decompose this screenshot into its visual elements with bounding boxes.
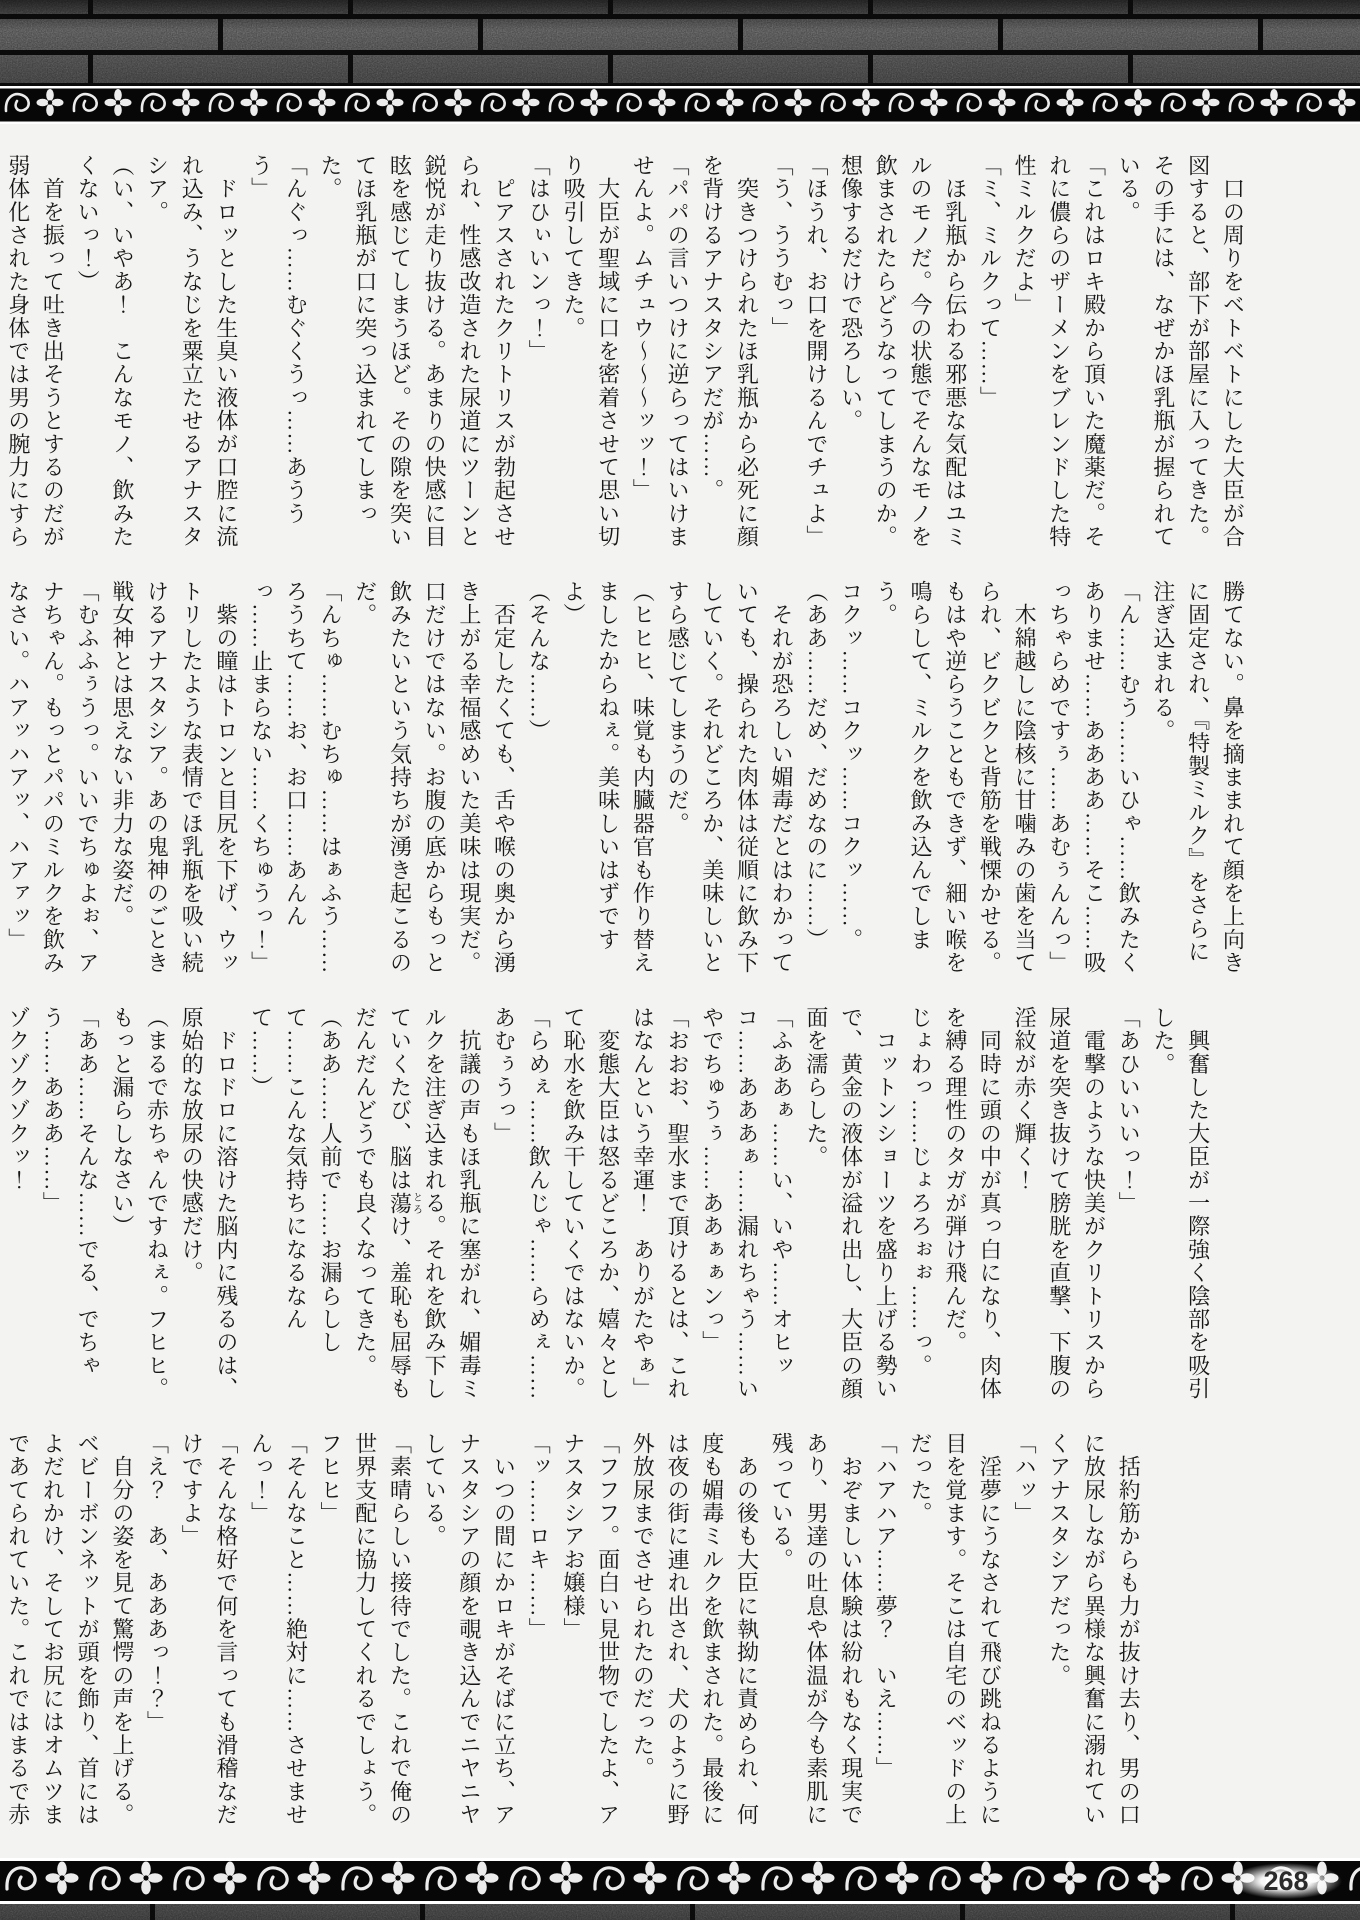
paragraph: 「はひぃいンっ！」 (526, 154, 552, 363)
paragraph: コクッ……コクッ……コクッ……。 (838, 580, 864, 952)
paragraph: ドロッとした生臭い液体が口腔に流れ込み、うなじを粟立たせるアナスタシア。 (144, 154, 239, 549)
brick-texture-top-image (0, 0, 1360, 86)
paragraph: 「え？ あ、あああっ！？」 (144, 1432, 170, 1734)
paragraph: 「そんなこと……絶対に……させませんっ！」 (248, 1432, 309, 1827)
paragraph: 自分の姿を見て驚愕の声を上げる。ベビーボンネットが頭を飾り、首にはよだれかけ、そしてお尻にはオムツまであてられていた。これではまるで赤 (5, 1432, 135, 1827)
paragraph: 「らめぇ……飲んじゃ……らめぇ……あむぅうっ」 (491, 1006, 552, 1401)
paragraph: 口の周りをベトベトにした大臣が合図すると、部下が部屋に入ってきた。その手には、なぜかほ乳瓶が握られている。 (1116, 154, 1246, 549)
text-band-1 (0, 154, 1249, 554)
paragraph: （そんな……） (526, 580, 552, 743)
text-band-3 (0, 1006, 1215, 1406)
paragraph: 電撃のような快美がクリトリスから尿道を突き抜けて膀胱を直撃、下腹の淫紋が赤く輝く！ (1012, 1006, 1107, 1401)
paragraph: （ヒヒヒ、味覚も内臓器官も作り替えましたからねぇ。美味しいはずですよ） (560, 580, 656, 975)
paragraph: （い、いやあ！ こんなモノ、飲みたくないっ！） (75, 154, 135, 549)
paragraph: （ああ……人前で……お漏らしして……こんな気持ちになるなんて……） (248, 1006, 344, 1354)
paragraph: 「これはロキ殿から頂いた魔薬だ。それに儂らのザーメンをブレンドした特性ミルクだよ」 (1012, 154, 1107, 549)
paragraph: 首を振って吐き出そうとするのだが弱体化された身体では男の腕力にすら (5, 154, 66, 549)
paragraph: コットンショーツを盛り上げる勢いで、黄金の液体が溢れ出し、大臣の顔面を濡らした。 (803, 1006, 899, 1401)
paragraph: 抗議の声もほ乳瓶に塞がれ、媚毒ミルクを注ぎ込まれる。それを飲み下していくたび、脳は蕩とろけ、羞恥も屈辱もだんだんどうでも良くなってきた。 (352, 1006, 482, 1401)
ornament-border-top (0, 86, 1360, 124)
paragraph: 「そんな格好で何を言っても滑稽なだけですよ」 (179, 1432, 239, 1827)
brick-border-top (0, 0, 1360, 124)
paragraph: ドロドロに溶けた脳内に残るのは、原始的な放尿の快感だけ。 (179, 1006, 239, 1401)
paragraph: 「ふああぁ……い、いや……オヒッコ……あああぁ……漏れちゃう……いやでちゅうぅ……ああぁぁンっ」 (699, 1006, 795, 1401)
paragraph: 「フフフ。面白い見世物でしたよ、アナスタシアお嬢様」 (560, 1432, 621, 1827)
paragraph: 「むふふぅうっ。いいでちゅよぉ、アナちゃん。もっとパパのミルクを飲みなさい。ハアッハアッ、ハアァッ」 (5, 580, 101, 975)
text-band-4 (0, 1432, 1145, 1832)
paragraph: 「ほうれ、お口を開けるんでチュよ」 (803, 154, 829, 549)
paragraph: 「んちゅ……むちゅ……はぁふう……ろうちて……お、お口……あんんっ……止まらない……くちゅうっ！」 (248, 580, 344, 975)
paragraph: 木綿越しに陰核に甘噛みの歯を当てられ、ビクビクと背筋を戦慄かせる。もはや逆らうこともできず、細い喉を鳴らして、ミルクを飲み込んでしまう。 (873, 580, 1038, 975)
paragraph: 興奮した大臣が一際強く陰部を吸引した。 (1150, 1006, 1211, 1401)
paragraph: 「パパの言いつけに逆らってはいけませんよ。ムチュウ〜〜〜ッッ！」 (630, 154, 691, 549)
paragraph: （まるで赤ちゃんですねぇ。フヒヒ。もっと漏らしなさい） (109, 1006, 170, 1401)
ornament-border-bottom (0, 1858, 1360, 1904)
paragraph: 「ハッ」 (1012, 1432, 1038, 1525)
paragraph: それが恐ろしい媚毒だとはわかっていても、操られた肉体は従順に飲み下していく。それどころか、美味しいとすら感じてしまうのだ。 (665, 580, 795, 975)
paragraph: ピアスされたクリトリスが勃起させられ、性感改造された尿道にツーンと鋭悦が走り抜ける。あまりの快感に目眩を感じてしまうほど。その隙を突いてほ乳瓶が口に突っ込まれてしまった。 (318, 154, 517, 549)
brick-texture-bottom-image (0, 1904, 1360, 1920)
paragraph: 「おおお、聖水まで頂けるとは、これはなんという幸運！ ありがたやぁ」 (630, 1006, 691, 1401)
paragraph: 紫の瞳はトロンと目尻を下げ、ウットリしたような表情でほ乳瓶を吸い続けるアナスタシア。あの鬼神のごとき戦女神とは思えない非力な姿だ。 (109, 580, 239, 975)
paragraph: いつの間にかロキがそばに立ち、アナスタシアの顔を覗き込んでニヤニヤしている。 (422, 1432, 517, 1827)
paragraph: 「あひいいいっ！」 (1116, 1006, 1142, 1215)
paragraph: （ああ……だめ、だめなのに……） (803, 580, 829, 952)
paragraph: 変態大臣は怒るどころか、嬉々として恥水を飲み干していくではないか。 (560, 1006, 621, 1401)
paragraph: じょわっ……じょろろぉぉ……っ。 (907, 1006, 933, 1378)
paragraph: あの後も大臣に執拗に責められ、何度も媚毒ミルクを飲まされた。最後には夜の街に連れ出され、犬のように野外放尿までさせられたのだった。 (630, 1432, 760, 1827)
paragraph: 括約筋からも力が抜け去り、男の口に放尿しながら異様な興奮に溺れていくアナスタシアだった。 (1046, 1432, 1142, 1827)
page-number: 268 (1230, 1863, 1342, 1899)
paragraph: 突きつけられたほ乳瓶から必死に顔を背けるアナスタシアだが……。 (699, 154, 760, 549)
paragraph: 「ハアハア……夢？ いえ……」 (873, 1432, 899, 1780)
paragraph: 「ん……むう……いひゃ……飲みたくありませ……ああああ……そこ……吸っちゃらめですぅ……あむぅんんっ」 (1046, 580, 1142, 975)
paragraph: ゾクゾクゾクッ！ (5, 1006, 31, 1192)
paragraph: 「う、ううむっ」 (769, 154, 795, 340)
paragraph: 「ッ……ロキ……」 (526, 1432, 552, 1641)
paragraph: 勝てない。鼻を摘ままれて顔を上向きに固定され、『特製ミルク』をさらに注ぎ込まれる。 (1150, 580, 1246, 975)
paragraph: 淫夢にうなされて飛び跳ねるように目を覚ます。そこは自宅のベッドの上だった。 (907, 1432, 1003, 1827)
paragraph: おぞましい体験は紛れもなく現実であり、男達の吐息や体温が今も素肌に残っている。 (769, 1432, 864, 1827)
text-content (0, 124, 1360, 1858)
paragraph: 同時に頭の中が真っ白になり、肉体を縛る理性のタガが弾け飛んだ。 (942, 1006, 1003, 1401)
paragraph: 大臣が聖域に口を密着させて思い切り吸引してきた。 (560, 154, 621, 549)
paragraph: 否定したくても、舌や喉の奥から湧き上がる幸福感めいた美味は現実だ。口だけではない。お腹の底からもっと飲みたいという気持ちが湧き起こるのだ。 (352, 580, 517, 975)
paragraph: 「んぐっ……むぐくうっ……あううう」 (248, 154, 309, 526)
paragraph: 「素晴らしい接待でした。これで俺の世界支配に協力してくれるでしょう。フヒヒ」 (318, 1432, 413, 1827)
text-band-2 (0, 580, 1249, 980)
paragraph: 「ミ、ミルクって……」 (977, 154, 1003, 410)
brick-border-bottom (0, 1858, 1360, 1920)
paragraph: ほ乳瓶から伝わる邪悪な気配はユミルのモノだ。今の状態でそんなモノを飲まされたらどうなってしまうのか。想像するだけで恐ろしい。 (838, 154, 968, 549)
paragraph: 「ああ……そんな……でる、でちゃう……あああ……」 (40, 1006, 101, 1378)
